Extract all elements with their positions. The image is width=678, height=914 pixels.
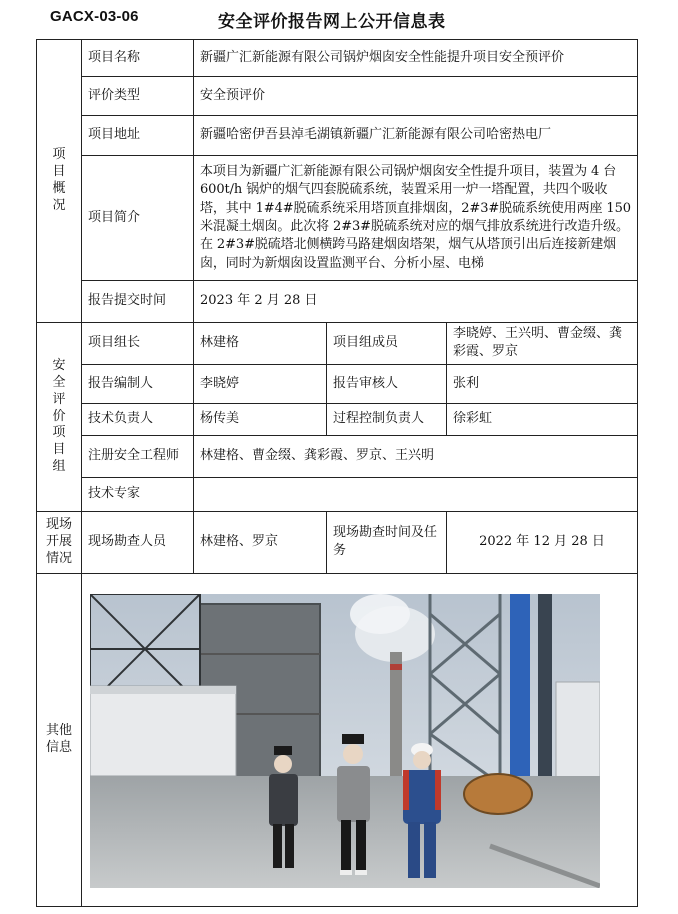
eval-type-value: 安全预评价 (194, 77, 638, 116)
section-overview: 项目概况 (37, 40, 82, 323)
document-title: 安全评价报告网上公开信息表 (218, 12, 446, 32)
members-label: 项目组成员 (327, 323, 447, 365)
address-value: 新疆哈密伊吾县淖毛湖镇新疆广汇新能源有限公司哈密热电厂 (194, 116, 638, 156)
tech-lead-value: 杨传美 (194, 403, 327, 435)
engineers-label: 注册安全工程师 (82, 435, 194, 477)
section-site: 现场开展情况 (37, 511, 82, 573)
address-label: 项目地址 (82, 116, 194, 156)
experts-value (194, 477, 638, 511)
intro-label: 项目简介 (82, 156, 194, 281)
section-other: 其他信息 (37, 573, 82, 906)
process-lead-value: 徐彩虹 (447, 403, 638, 435)
writer-label: 报告编制人 (82, 364, 194, 403)
reviewer-value: 张利 (447, 364, 638, 403)
inspectors-value: 林建格、罗京 (194, 511, 327, 573)
intro-value: 本项目为新疆广汇新能源有限公司锅炉烟囱安全性提升项目，装置为 4 台 600t/h 锅炉的烟气四套脱硫系统，装置采用一炉一塔配置，共四个吸收塔，其中 1#4#脱硫系统采用塔顶直排烟囱，2#3#脱硫系统使用两座 150 米混凝土烟囱。此次将 2#3#脱硫系统对应的烟气排放系统进行改造升级。在 2#3#脱硫塔北侧横跨马路建烟囱塔架，烟气从塔顶引出后连接新建烟囱，同时为新烟囱设置监测平台、分析小屋、电梯 (194, 156, 638, 281)
tech-lead-label: 技术负责人 (82, 403, 194, 435)
reviewer-label: 报告审核人 (327, 364, 447, 403)
document-code: GACX-03-06 (50, 8, 139, 25)
engineers-value: 林建格、曹金缀、龚彩霞、罗京、王兴明 (194, 435, 638, 477)
inspectors-label: 现场勘查人员 (82, 511, 194, 573)
writer-value: 李晓婷 (194, 364, 327, 403)
submit-time-value: 2023 年 2 月 28 日 (194, 281, 638, 323)
project-name-label: 项目名称 (82, 40, 194, 77)
leader-label: 项目组长 (82, 323, 194, 365)
experts-label: 技术专家 (82, 477, 194, 511)
info-table (36, 39, 638, 907)
time-task-label: 现场勘查时间及任务 (327, 511, 447, 573)
process-lead-label: 过程控制负责人 (327, 403, 447, 435)
leader-value: 林建格 (194, 323, 327, 365)
section-team: 安全评价项目组 (37, 323, 82, 512)
submit-time-label: 报告提交时间 (82, 281, 194, 323)
project-name-value: 新疆广汇新能源有限公司锅炉烟囱安全性能提升项目安全预评价 (194, 40, 638, 77)
time-task-value: 2022 年 12 月 28 日 (447, 511, 638, 573)
eval-type-label: 评价类型 (82, 77, 194, 116)
photo-cell (82, 573, 638, 906)
site-inspection-photo (90, 594, 600, 888)
members-value: 李晓婷、王兴明、曹金缀、龚彩霞、罗京 (447, 323, 638, 365)
